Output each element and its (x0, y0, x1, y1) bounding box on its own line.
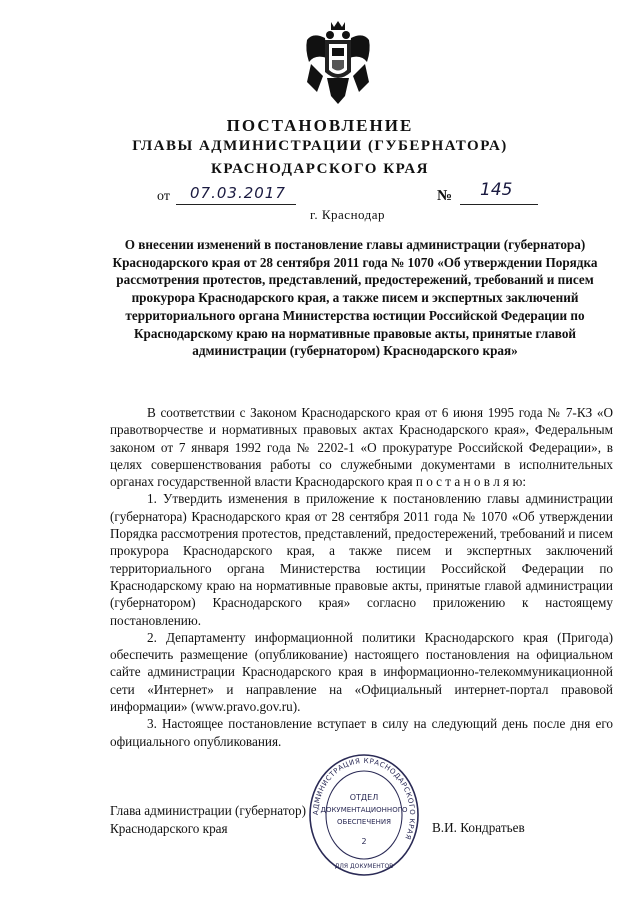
document-title: ПОСТАНОВЛЕНИЕ (226, 116, 414, 135)
stamp-line-1: ОТДЕЛ (349, 793, 379, 802)
document-issuer: ГЛАВЫ АДМИНИСТРАЦИИ (ГУБЕРНАТОРА) (132, 138, 508, 154)
signatory-position (110, 802, 306, 837)
preamble-paragraph: В соответствии с Законом Краснодарского края от 6 июня 1995 года № 7-КЗ «О правотворчестве и нормативных правовых актах Краснодарского края», Федеральным законом от 7 января 1992 года № 2202-1 «О прокуратуре Российской Федерации», в целях совершенствования работы со служебными документами в исполнительных органах государственной власти Краснодарского края п о с т а н о в л я ю: (110, 405, 613, 490)
official-stamp (308, 752, 420, 878)
signatory-name: В.И. Кондратьев (432, 820, 525, 835)
item-3-paragraph: 3. Настоящее постановление вступает в силу на следующий день после дня его официального опубликования. (110, 716, 613, 749)
document-date: 07.03.2017 (190, 184, 286, 202)
number-underline (460, 204, 538, 205)
document-region: КРАСНОДАРСКОГО КРАЯ (211, 161, 429, 177)
city: г. Краснодар (310, 207, 386, 222)
stamp-line-3: ОБЕСПЕЧЕНИЯ (337, 818, 391, 826)
position-line-2: Краснодарского края (110, 820, 228, 836)
document-subject: О внесении изменений в постановление главы администрации (губернатора) Краснодарского края от 28 сентября 2011 года № 1070 «Об утверждении Порядка рассмотрения протестов, представлений, предостережений, требований и писем прокурора Краснодарского края, а также писем и экспертных заключений территориального органа Министерства юстиции Российской Федерации по Краснодарскому краю на нормативные правовые акты, принятые главой администрации (губернатором) Краснодарского края» (112, 237, 598, 359)
date-underline (176, 204, 296, 205)
item-2-paragraph: 2. Департаменту информационной политики Краснодарского края (Пригода) обеспечить размещение (опубликование) настоящего постановления на официальном сайте администрации Краснодарского края в информационно-телекоммуникационной сети «Интернет» и направление на «Официальный интернет-портал правовой информации» (www.pravo.gov.ru). (110, 629, 613, 715)
document-body (110, 404, 613, 750)
position-line-1: Глава администрации (губернатор) (110, 803, 306, 818)
document-number: 145 (480, 180, 513, 200)
number-label: № (437, 188, 453, 204)
stamp-number: 2 (361, 837, 367, 846)
stamp-line-2: ДОКУМЕНТАЦИОННОГО (320, 806, 408, 814)
item-1-paragraph: 1. Утвердить изменения в приложение к постановлению главы администрации (губернатора) Краснодарского края от 28 сентября 2011 года № 1070 «Об утверждении Порядка рассмотрения протестов, представлений, предостережений, требований и писем прокурора Краснодарского края, а также писем и экспертных заключений территориального органа Министерства юстиции Российской Федерации по Краснодарскому краю на нормативные правовые акты, принятые главой администрации (губернатором) Краснодарского края» согласно приложению к настоящему постановлению. (110, 491, 613, 628)
coat-of-arms-emblem (303, 18, 373, 104)
date-prefix: от (157, 189, 170, 204)
stamp-bottom-text: ДЛЯ ДОКУМЕНТОВ (334, 863, 394, 870)
stamp-ring-text: АДМИНИСТРАЦИЯ КРАСНОДАРСКОГО КРАЯ (311, 756, 417, 842)
